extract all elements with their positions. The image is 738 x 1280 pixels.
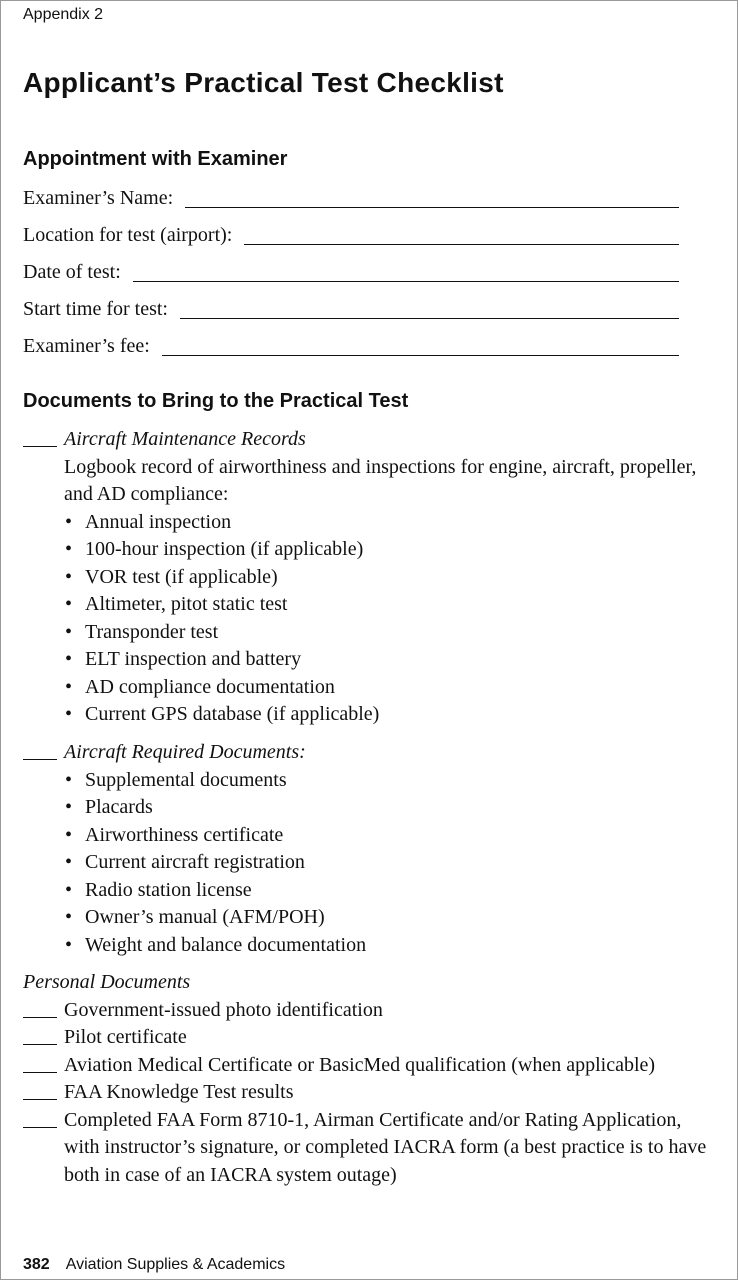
list-item: • Current aircraft registration [64,849,713,877]
documents-heading: Documents to Bring to the Practical Test [23,390,409,412]
check-blank[interactable] [23,1024,57,1045]
list-item: • Owner’s manual (AFM/POH) [64,904,713,932]
appointment-heading: Appointment with Examiner [23,148,288,170]
list-item: • ELT inspection and battery [64,646,713,674]
personal-item-row[interactable] [23,1107,713,1190]
page-footer [23,1256,285,1274]
fill-in-line[interactable] [244,226,679,245]
page-title: Applicant’s Practical Test Checklist [23,67,504,98]
list-item: • Altimeter, pitot static test [64,591,713,619]
check-blank[interactable] [23,1052,57,1073]
fill-in-line[interactable] [133,263,679,282]
list-item: • VOR test (if applicable) [64,564,713,592]
check-blank[interactable] [23,997,57,1018]
fill-in-line[interactable] [185,189,679,208]
required-checkbox-row[interactable] [23,739,713,767]
fill-in-line[interactable] [162,337,679,356]
date-field[interactable] [23,259,679,285]
personal-item: FAA Knowledge Test results [64,1081,294,1103]
personal-item: Aviation Medical Certificate or BasicMed qualification (when applicable) [64,1053,656,1076]
field-label: Examiner’s fee: [23,335,150,357]
fill-in-line[interactable] [180,300,679,319]
list-item: • AD compliance documentation [64,674,713,702]
list-item: • Supplemental documents [64,767,713,795]
personal-item-row[interactable] [23,1079,713,1107]
personal-item-row[interactable] [23,1052,713,1080]
examiner-name-field[interactable] [23,185,679,211]
personal-label: Personal Documents [23,971,191,993]
list-item: • Placards [64,794,713,822]
personal-item: Government-issued photo identification [64,998,383,1021]
start-time-field[interactable] [23,296,679,322]
maintenance-list [23,509,713,729]
list-item: • Weight and balance documentation [64,932,713,960]
personal-item-row[interactable] [23,1024,713,1052]
maintenance-checkbox-row[interactable] [23,426,713,454]
list-item: • Radio station license [64,877,713,905]
personal-item-row[interactable] [23,997,713,1025]
location-field[interactable] [23,222,679,248]
field-label: Date of test: [23,261,121,283]
required-list [23,767,713,960]
check-blank[interactable] [23,1107,57,1128]
check-blank[interactable] [23,739,57,760]
examiner-fee-field[interactable] [23,333,679,359]
list-item: • Airworthiness certificate [64,822,713,850]
field-label: Examiner’s Name: [23,187,174,209]
list-item: • Annual inspection [64,509,713,537]
list-item: • Current GPS database (if applicable) [64,701,713,729]
maintenance-label: Aircraft Maintenance Records [64,428,306,450]
appendix-label: Appendix 2 [23,6,104,23]
maintenance-description: Logbook record of airworthiness and inspections for engine, aircraft, propeller, and AD compliance: [64,455,697,505]
field-label: Start time for test: [23,298,168,320]
list-item: • Transponder test [64,619,713,647]
list-item: • 100-hour inspection (if applicable) [64,536,713,564]
field-label: Location for test (airport): [23,224,233,246]
check-blank[interactable] [23,1079,57,1100]
personal-item: Pilot certificate [64,1026,187,1048]
personal-item: Completed FAA Form 8710-1, Airman Certificate and/or Rating Application, with instructor’s signature, or completed IACRA form (a best practice is to have both in case of an IACRA system outage) [64,1108,707,1186]
personal-documents-section [23,969,713,1189]
page-number: 382 [23,1256,50,1273]
publisher-name: Aviation Supplies & Academics [65,1256,286,1273]
required-label: Aircraft Required Documents: [64,741,306,763]
required-documents-section [23,739,713,959]
check-blank[interactable] [23,426,57,447]
maintenance-records-section [23,426,713,729]
